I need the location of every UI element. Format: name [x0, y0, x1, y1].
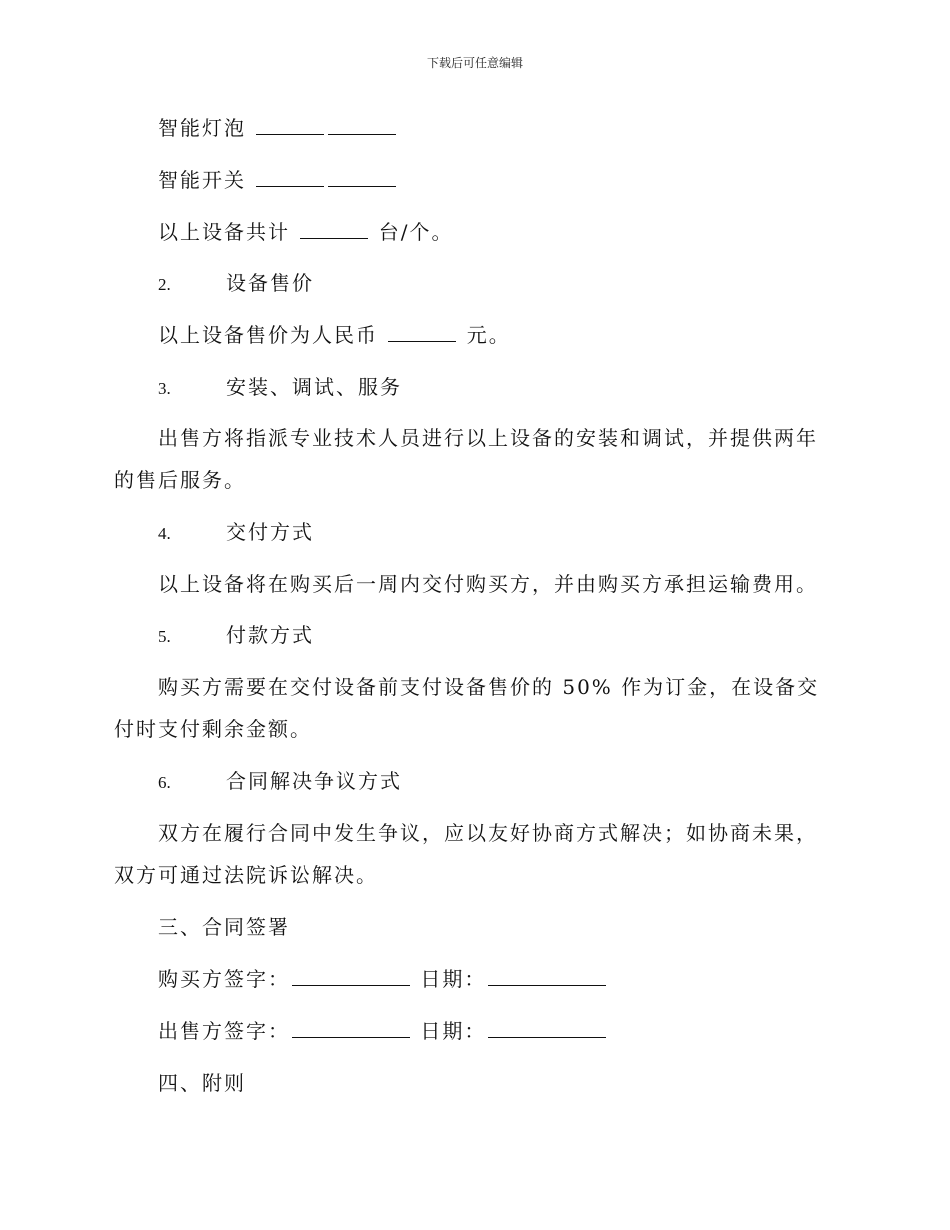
- blank-field: [388, 323, 456, 342]
- section-5-text: 购买方需要在交付设备前支付设备售价的 50% 作为订金，在设备交付时支付剩余金额。: [114, 675, 820, 741]
- date-label: 日期：: [420, 967, 487, 991]
- section-number: 3.: [158, 379, 171, 398]
- section-number: 6.: [158, 773, 171, 792]
- section-6-text: 双方在履行合同中发生争议，应以友好协商方式解决；如协商未果，双方可通过法院诉讼解决。: [114, 821, 818, 887]
- section-title: 安装、调试、服务: [226, 375, 402, 399]
- item-bulb-label: 智能灯泡: [158, 116, 246, 140]
- seller-sign-label: 出售方签字：: [158, 1019, 290, 1043]
- signature-blank: [292, 1019, 410, 1038]
- section-3-heading: [158, 373, 402, 403]
- date-label: 日期：: [420, 1019, 487, 1043]
- price-prefix: 以上设备售价为人民币: [158, 323, 378, 347]
- signature-blank: [292, 967, 410, 986]
- section-number: 5.: [158, 627, 171, 646]
- total-suffix: 台/个。: [378, 220, 454, 244]
- date-blank: [488, 967, 606, 986]
- buyer-sign-label: 购买方签字：: [158, 967, 290, 991]
- section-title: 合同解决争议方式: [226, 769, 402, 793]
- item-switch-label: 智能开关: [158, 168, 246, 192]
- item-switch-line: [158, 166, 398, 194]
- section-4-text: 以上设备将在购买后一周内交付购买方，并由购买方承担运输费用。: [158, 572, 818, 596]
- total-line: [158, 218, 453, 246]
- blank-field: [328, 168, 396, 187]
- section-2-heading: [158, 269, 314, 299]
- date-blank: [488, 1019, 606, 1038]
- item-bulb-line: [158, 114, 398, 142]
- section-5-heading: [158, 621, 314, 651]
- total-prefix: 以上设备共计: [158, 220, 290, 244]
- price-line: [158, 321, 511, 349]
- section-title: 付款方式: [226, 623, 314, 647]
- section-number: 2.: [158, 275, 171, 294]
- price-suffix: 元。: [466, 323, 511, 347]
- section-title: 交付方式: [226, 520, 314, 544]
- buyer-signature-line: [158, 965, 608, 993]
- section-6-heading: [158, 767, 402, 797]
- page-header: 下载后可任意编辑: [426, 56, 523, 70]
- blank-field: [256, 168, 324, 187]
- section-4-heading: [158, 518, 314, 548]
- blank-field: [300, 220, 368, 239]
- section-title: 设备售价: [226, 271, 314, 295]
- blank-field: [328, 116, 396, 135]
- blank-field: [256, 116, 324, 135]
- seller-signature-line: [158, 1017, 608, 1045]
- section-number: 4.: [158, 524, 171, 543]
- section-3-text: 出售方将指派专业技术人员进行以上设备的安装和调试，并提供两年的售后服务。: [114, 426, 818, 492]
- section-four-heading: 四、附则: [158, 1071, 246, 1095]
- section-three-heading: 三、合同签署: [158, 915, 290, 939]
